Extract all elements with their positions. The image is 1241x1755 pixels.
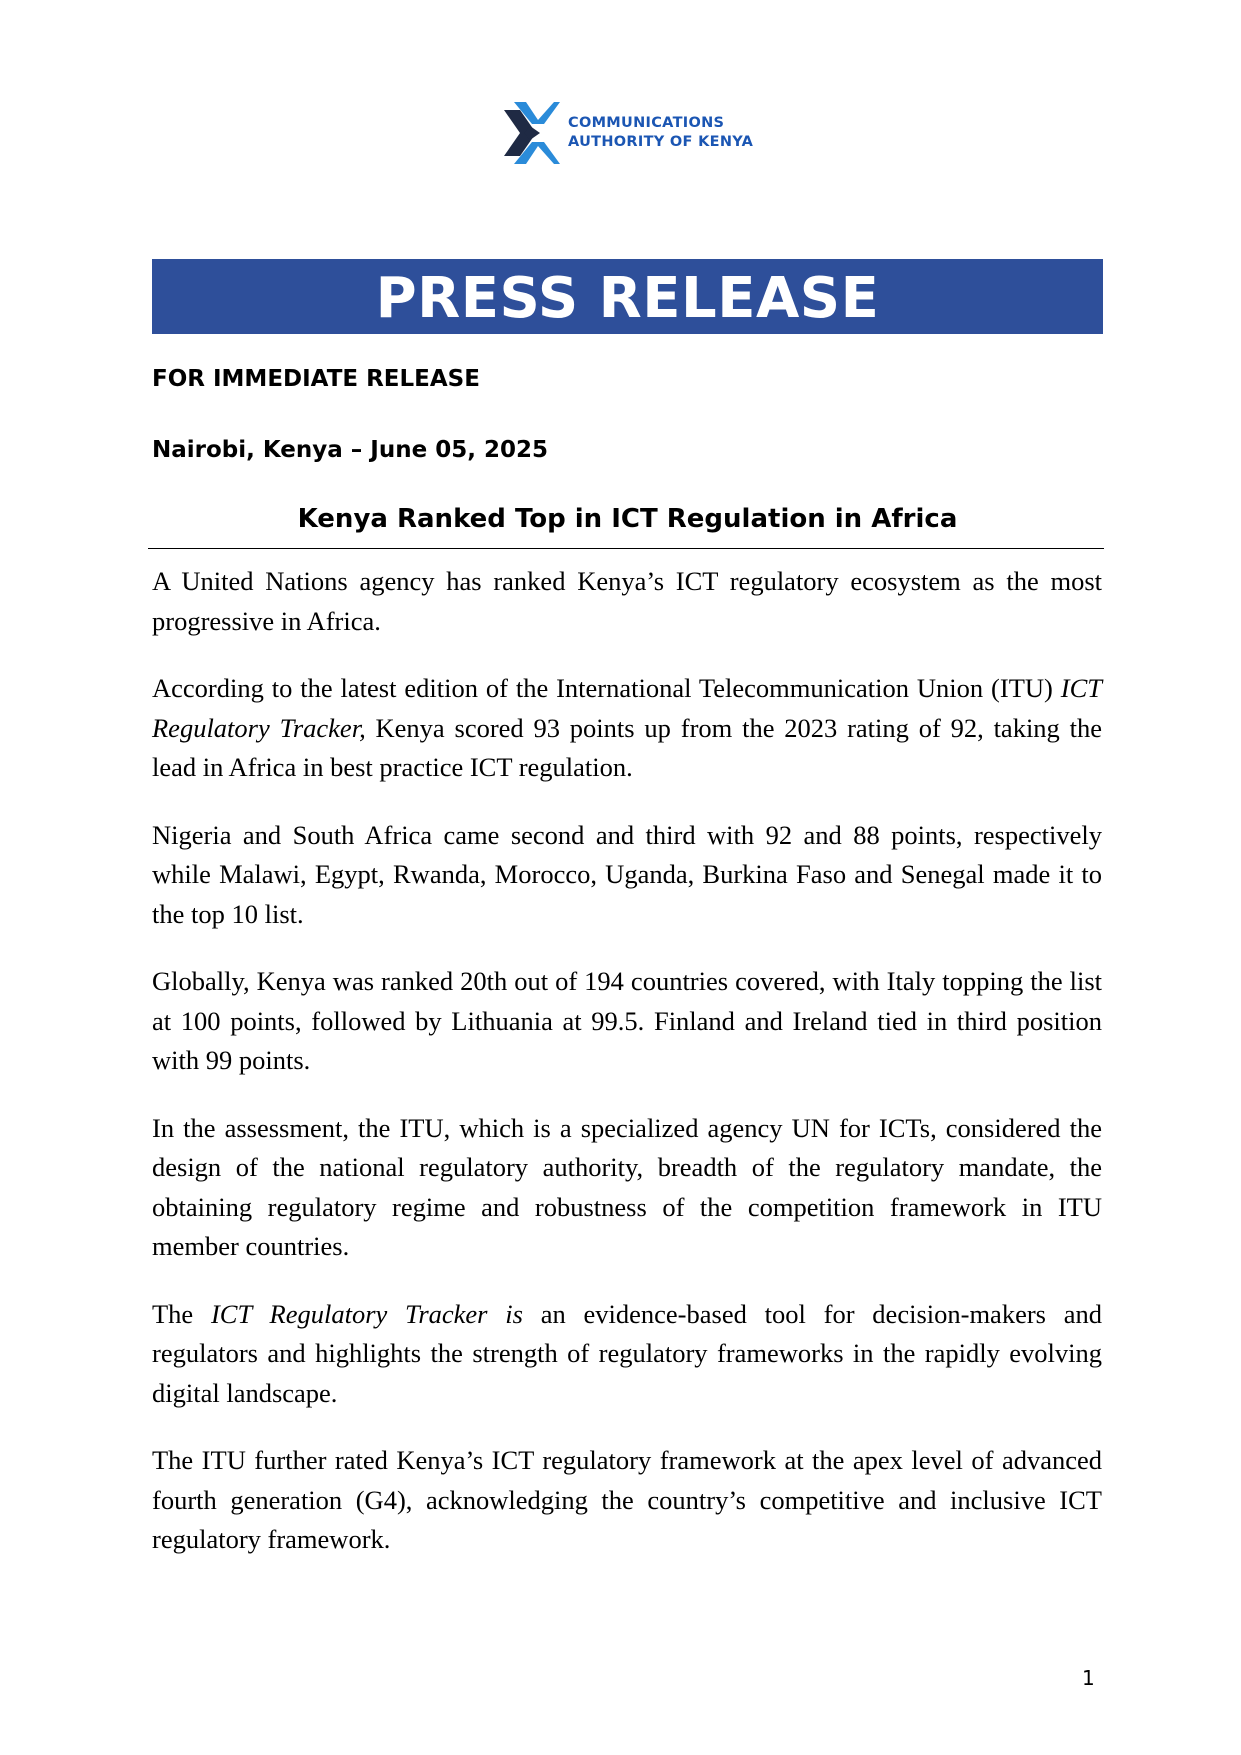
paragraph-1: A United Nations agency has ranked Kenya’s ICT regulatory ecosystem as the most progressive in Africa. <box>152 566 1102 636</box>
page-number: 1 <box>1082 1666 1095 1690</box>
headline-divider <box>148 548 1104 549</box>
paragraph-2 <box>152 669 1102 788</box>
paragraph-4: Globally, Kenya was ranked 20th out of 194 countries covered, with Italy topping the list at 100 points, followed by Lithuania at 99.5. Finland and Ireland tied in third position with 99 points. <box>152 966 1102 1075</box>
headline: Kenya Ranked Top in ICT Regulation in Africa <box>297 504 958 534</box>
banner-title: PRESS RELEASE <box>375 265 880 331</box>
paragraph-7: The ITU further rated Kenya’s ICT regulatory framework at the apex level of advanced fourth generation (G4), acknowledging the country’s competitive and inclusive ICT regulatory framework. <box>152 1445 1102 1554</box>
logo-line-1: COMMUNICATIONS <box>568 115 725 131</box>
paragraph-2-text-a: According to the latest edition of the International Telecommunication Union (ITU) <box>152 673 1061 703</box>
paragraph-6 <box>152 1295 1102 1414</box>
release-tag: FOR IMMEDIATE RELEASE <box>152 366 480 392</box>
paragraph-5: In the assessment, the ITU, which is a specialized agency UN for ICTs, considered the design of the national regulatory authority, breadth of the regulatory mandate, the obtaining regulatory regime and robustness of the competition framework in ITU member countries. <box>152 1112 1102 1261</box>
ca-kenya-logo <box>500 100 753 166</box>
paragraph-3: Nigeria and South Africa came second and third with 92 and 88 points, respectively while Malawi, Egypt, Rwanda, Morocco, Uganda, Burkina Faso and Senegal made it to the top 10 list. <box>152 819 1102 929</box>
ca-kenya-x-mark-icon <box>500 100 560 166</box>
press-release-banner <box>152 259 1103 334</box>
paragraph-2-text-b: Kenya scored 93 points up from the 2023 rating of 92, taking the lead in Africa in best practice ICT regulation. <box>152 712 1103 782</box>
paragraph-6-text-a: The <box>152 1298 211 1329</box>
paragraph-6-text-b: an evidence-based tool for decision-makers and regulators and highlights the strength of regulatory frameworks in the rapidly evolving digital landscape. <box>152 1298 1103 1408</box>
logo-wordmark <box>568 114 753 152</box>
logo-line-2: AUTHORITY OF KENYA <box>568 134 754 150</box>
article-body <box>152 562 1102 1588</box>
paragraph-6-italic: ICT Regulatory Tracker is <box>210 1298 523 1329</box>
paragraph-2-italic: ICT Regulatory Tracker, <box>152 673 1102 743</box>
dateline: Nairobi, Kenya – June 05, 2025 <box>152 437 548 463</box>
